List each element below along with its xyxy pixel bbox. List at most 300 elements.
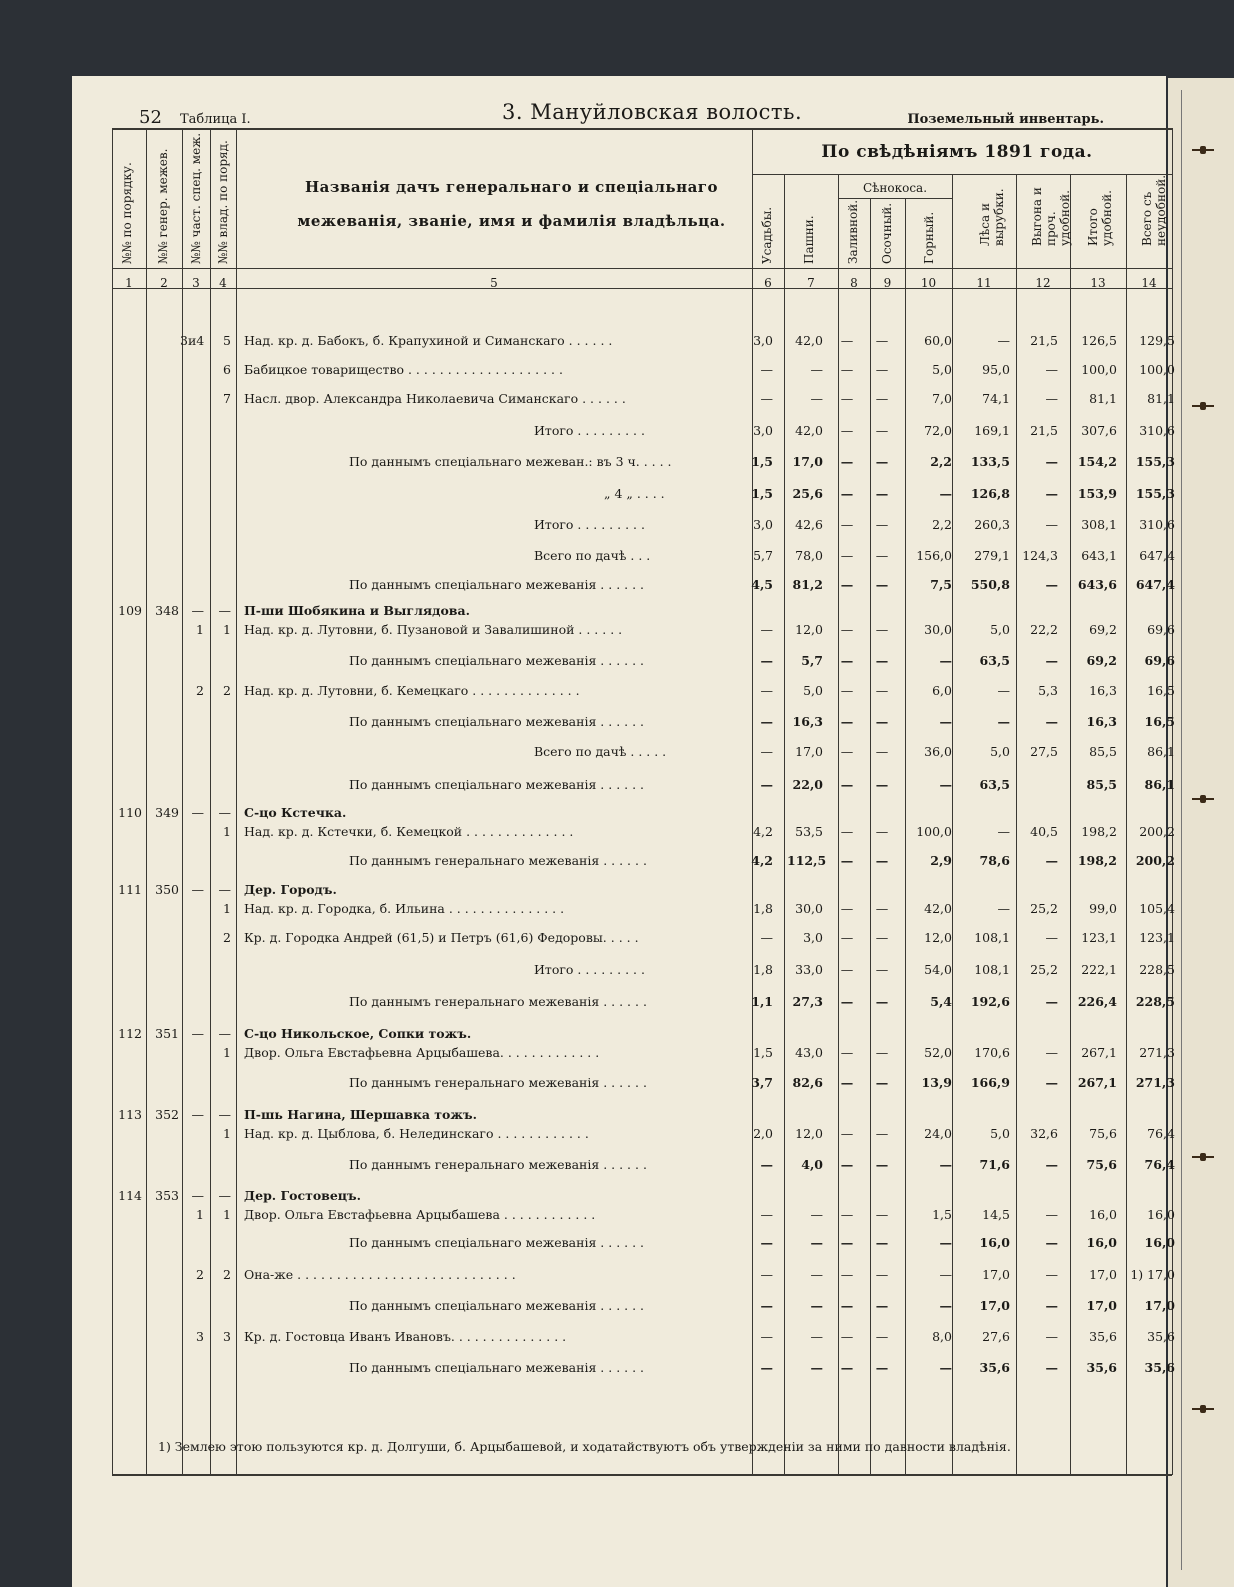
cell-v12: 21,5	[1030, 423, 1058, 438]
table-row	[112, 681, 1222, 703]
cell-v11: 27,6	[982, 1329, 1010, 1344]
cell-c3: —	[191, 603, 204, 618]
table-row	[112, 1155, 1222, 1177]
cell-v12: —	[1045, 1360, 1058, 1375]
cell-v10: 30,0	[924, 622, 952, 637]
cell-v13: 226,4	[1077, 994, 1117, 1009]
row-label: Над. кр. д. Цыблова, б. Нелединскаго . . . . . . . . . . . .	[244, 1126, 589, 1141]
cell-v12: —	[1045, 1235, 1058, 1250]
cell-v7: 22,0	[792, 777, 823, 792]
cell-c3: 1	[196, 622, 204, 637]
cell-v11: 169,1	[974, 423, 1010, 438]
header-col-9: Осочный.	[880, 202, 894, 264]
cell-v10: 54,0	[924, 962, 952, 977]
cell-c2: 351	[155, 1026, 179, 1041]
page-title: 3. Мануйловская волость.	[502, 100, 803, 124]
cell-v8: —	[840, 362, 854, 377]
cell-v14: 16,5	[1144, 714, 1175, 729]
cell-v11: —	[997, 683, 1010, 698]
header-bottom-rule	[112, 268, 1172, 269]
table-row	[112, 331, 1222, 353]
section-name: П-шь Нагина, Шершавка тожъ.	[244, 1107, 477, 1122]
cell-v14: 228,5	[1135, 994, 1175, 1009]
cell-v6: —	[760, 930, 773, 945]
cell-v11: 71,6	[979, 1157, 1010, 1172]
cell-v8: —	[840, 1157, 854, 1172]
header-col-6: Усадьбы.	[760, 206, 774, 264]
cell-v9: —	[875, 994, 889, 1009]
row-label: Кр. д. Гостовца Иванъ Ивановъ. . . . . . . . . . . . . . .	[244, 1329, 567, 1344]
table-row	[112, 712, 1222, 734]
cell-v12: —	[1045, 517, 1058, 532]
cell-v8: —	[840, 653, 854, 668]
cell-v13: 16,0	[1089, 1207, 1117, 1222]
row-label: По даннымъ спеціальнаго межеван.: въ 3 ч. . . . .	[349, 454, 672, 469]
column-number: 4	[219, 276, 227, 290]
cell-c4: 1	[223, 1207, 231, 1222]
cell-v13: 198,2	[1077, 853, 1117, 868]
row-label: По даннымъ спеціальнаго межеванія . . . . . .	[349, 1360, 645, 1375]
cell-v9: —	[875, 777, 889, 792]
cell-v7: —	[810, 391, 823, 406]
cell-v10: —	[939, 1298, 952, 1313]
cell-v9: —	[875, 362, 889, 377]
cell-v11: 166,9	[970, 1075, 1010, 1090]
cell-v11: 5,0	[990, 744, 1010, 759]
row-label: Насл. двор. Александра Николаевича Симанскаго . . . . . .	[244, 391, 626, 406]
cell-v6: 4,5	[751, 577, 773, 592]
cell-v8: —	[840, 853, 854, 868]
cell-c4: 3	[223, 1329, 231, 1344]
header-col-5: Названія дачъ генеральнаго и спеціальнаго межеванія, званіе, имя и фамилія владѣльца.	[297, 178, 726, 230]
cell-v7: —	[810, 1360, 823, 1375]
cell-v7: 3,0	[803, 930, 823, 945]
cell-v9: —	[875, 333, 889, 348]
cell-v7: 16,3	[792, 714, 823, 729]
group-header-rule	[752, 174, 1172, 175]
cell-v10: 72,0	[924, 423, 952, 438]
cell-v12: 27,5	[1030, 744, 1058, 759]
cell-v13: 198,2	[1081, 824, 1117, 839]
cell-v10: 12,0	[924, 930, 952, 945]
cell-v12: —	[1045, 653, 1058, 668]
cell-v6: —	[760, 1298, 773, 1313]
row-label: По даннымъ спеціальнаго межеванія . . . . . .	[349, 777, 645, 792]
row-label: По даннымъ генеральнаго межеванія . . . . . .	[349, 1157, 647, 1172]
cell-v7: —	[810, 1267, 823, 1282]
header-col-10: Горный.	[922, 211, 936, 264]
cell-v7: —	[810, 1329, 823, 1344]
cell-v7: 53,5	[795, 824, 823, 839]
cell-v10: —	[939, 714, 952, 729]
cell-v10: 60,0	[924, 333, 952, 348]
cell-v6: —	[760, 744, 773, 759]
cell-v7: 33,0	[795, 962, 823, 977]
cell-v8: —	[840, 777, 854, 792]
cell-v9: —	[875, 454, 889, 469]
cell-v11: 74,1	[982, 391, 1010, 406]
cell-v7: —	[810, 362, 823, 377]
cell-v12: —	[1045, 391, 1058, 406]
cell-v9: —	[875, 423, 889, 438]
cell-v10: —	[939, 1235, 952, 1250]
cell-v14: 155,3	[1135, 454, 1175, 469]
cell-c3: —	[191, 1026, 204, 1041]
cell-v11: 16,0	[979, 1235, 1010, 1250]
row-label: Над. кр. д. Лутовни, б. Пузановой и Завалишиной . . . . . .	[244, 622, 623, 637]
row-label: По даннымъ генеральнаго межеванія . . . . . .	[349, 853, 647, 868]
cell-v10: 5,4	[930, 994, 952, 1009]
table-bottom-rule	[112, 1474, 1172, 1476]
cell-v13: 267,1	[1081, 1045, 1117, 1060]
column-number: 11	[976, 276, 992, 290]
row-label: По даннымъ спеціальнаго межеванія . . . . . .	[349, 714, 645, 729]
table-row	[112, 1327, 1222, 1349]
column-number: 2	[160, 276, 168, 290]
table-row	[112, 546, 1222, 568]
cell-v12: —	[1045, 362, 1058, 377]
cell-v8: —	[840, 994, 854, 1009]
cell-v11: 14,5	[982, 1207, 1010, 1222]
cell-v9: —	[875, 653, 889, 668]
cell-c2: 350	[155, 882, 179, 897]
cell-v7: 112,5	[787, 853, 827, 868]
cell-v7: 27,3	[792, 994, 823, 1009]
cell-v11: 35,6	[979, 1360, 1010, 1375]
cell-v7: 17,0	[792, 454, 823, 469]
cell-v13: 85,5	[1086, 777, 1117, 792]
cell-v9: —	[875, 391, 889, 406]
cell-v11: —	[997, 714, 1010, 729]
cell-v9: —	[875, 577, 889, 592]
cell-v13: 100,0	[1081, 362, 1117, 377]
cell-v7: 30,0	[795, 901, 823, 916]
cell-v10: 5,0	[932, 362, 952, 377]
cell-c4: —	[218, 882, 231, 897]
row-label: По даннымъ спеціальнаго межеванія . . . . . .	[349, 577, 645, 592]
cell-v10: 2,2	[930, 454, 952, 469]
cell-c3: 2	[196, 683, 204, 698]
cell-v6: —	[760, 1207, 773, 1222]
cell-v14: 200,2	[1135, 853, 1175, 868]
cell-v8: —	[840, 714, 854, 729]
cell-v6: 3,0	[753, 423, 773, 438]
cell-v10: 36,0	[924, 744, 952, 759]
table-row	[112, 775, 1222, 797]
cell-v8: —	[840, 683, 854, 698]
cell-v7: 12,0	[795, 1126, 823, 1141]
cell-c3: 3и4	[180, 333, 205, 348]
cell-c3: —	[191, 882, 204, 897]
cell-v11: 192,6	[970, 994, 1010, 1009]
cell-c4: —	[218, 1026, 231, 1041]
inventory-table	[112, 128, 1222, 1526]
cell-c4: 5	[223, 333, 231, 348]
cell-v7: 4,0	[801, 1157, 823, 1172]
cell-c3: —	[191, 1107, 204, 1122]
cell-v10: 42,0	[924, 901, 952, 916]
cell-v14: 16,0	[1147, 1207, 1175, 1222]
cell-v14: 100,0	[1139, 362, 1175, 377]
row-label: Над. кр. д. Городка, б. Ильина . . . . . . . . . . . . . . .	[244, 901, 565, 916]
cell-v14: 35,6	[1144, 1360, 1175, 1375]
cell-v9: —	[875, 1045, 889, 1060]
cell-v13: 154,2	[1077, 454, 1117, 469]
cell-v9: —	[875, 1235, 889, 1250]
cell-v12: 32,6	[1030, 1126, 1058, 1141]
cell-v8: —	[840, 1360, 854, 1375]
cell-v8: —	[840, 824, 854, 839]
cell-c4: 1	[223, 824, 231, 839]
cell-v10: 100,0	[916, 824, 952, 839]
cell-c4: —	[218, 603, 231, 618]
cell-v7: 81,2	[792, 577, 823, 592]
cell-v10: 52,0	[924, 1045, 952, 1060]
table-row	[112, 899, 1222, 921]
cell-v6: 1,8	[753, 901, 773, 916]
section-name: Дер. Гостовецъ.	[244, 1188, 361, 1203]
cell-v10: 7,0	[932, 391, 952, 406]
header-col-1: №№ по порядку.	[120, 162, 134, 264]
cell-v6: —	[760, 622, 773, 637]
cell-v9: —	[875, 962, 889, 977]
cell-v14: 76,4	[1144, 1157, 1175, 1172]
cell-v7: 43,0	[795, 1045, 823, 1060]
column-number: 6	[764, 276, 772, 290]
cell-c1: 110	[118, 805, 142, 820]
row-label: По даннымъ генеральнаго межеванія . . . . . .	[349, 994, 647, 1009]
cell-c4: 1	[223, 1126, 231, 1141]
cell-v7: —	[810, 1207, 823, 1222]
cell-v8: —	[840, 1075, 854, 1090]
cell-v6: 3,7	[751, 1075, 773, 1090]
cell-v6: —	[760, 391, 773, 406]
cell-v10: —	[939, 1360, 952, 1375]
table-row	[112, 822, 1222, 844]
header-col-7: Пашни.	[802, 215, 816, 264]
cell-v12: —	[1045, 994, 1058, 1009]
cell-v9: —	[875, 486, 889, 501]
cell-v10: 13,9	[921, 1075, 952, 1090]
cell-v13: 643,1	[1081, 548, 1117, 563]
cell-v8: —	[840, 1045, 854, 1060]
cell-v14: 105,4	[1139, 901, 1175, 916]
table-row	[112, 851, 1222, 873]
cell-v9: —	[875, 1267, 889, 1282]
cell-v11: 260,3	[974, 517, 1010, 532]
table-row	[112, 515, 1222, 537]
cell-v9: —	[875, 683, 889, 698]
cell-v13: 69,2	[1089, 622, 1117, 637]
cell-v8: —	[840, 517, 854, 532]
cell-v13: 267,1	[1077, 1075, 1117, 1090]
cell-c1: 114	[118, 1188, 142, 1203]
cell-v6: —	[760, 1267, 773, 1282]
cell-c1: 112	[118, 1026, 142, 1041]
cell-c1: 113	[118, 1107, 142, 1122]
cell-c4: —	[218, 805, 231, 820]
cell-v8: —	[840, 1267, 854, 1282]
cell-v13: 35,6	[1086, 1360, 1117, 1375]
cell-v8: —	[840, 901, 854, 916]
cell-v14: 86,1	[1144, 777, 1175, 792]
cell-v10: —	[939, 486, 952, 501]
cell-v11: 550,8	[970, 577, 1010, 592]
cell-v9: —	[875, 548, 889, 563]
cell-v9: —	[875, 1157, 889, 1172]
cell-v9: —	[875, 1075, 889, 1090]
cell-v14: 17,0	[1144, 1298, 1175, 1313]
row-label: Над. кр. д. Лутовни, б. Кемецкаго . . . . . . . . . . . . . .	[244, 683, 580, 698]
cell-v7: 5,0	[803, 683, 823, 698]
header-col-12: Выгона и проч. удобной.	[1030, 187, 1072, 246]
cell-v6: —	[760, 362, 773, 377]
cell-v13: 75,6	[1089, 1126, 1117, 1141]
cell-c2: 353	[155, 1188, 179, 1203]
row-label: По даннымъ генеральнаго межеванія . . . . . .	[349, 1075, 647, 1090]
cell-v13: 126,5	[1081, 333, 1117, 348]
cell-c4: 6	[223, 362, 231, 377]
cell-v13: 35,6	[1089, 1329, 1117, 1344]
table-row	[112, 1233, 1222, 1255]
table-row	[112, 421, 1222, 443]
cell-v12: —	[1045, 1045, 1058, 1060]
cell-v10: 8,0	[932, 1329, 952, 1344]
header-col-11: Лѣса и вырубки.	[978, 188, 1006, 246]
cell-v12: 21,5	[1030, 333, 1058, 348]
cell-v12: —	[1045, 486, 1058, 501]
column-number: 14	[1141, 276, 1157, 290]
cell-v14: 16,5	[1147, 683, 1175, 698]
cell-v14: 69,6	[1147, 622, 1175, 637]
cell-v14: 310,6	[1139, 423, 1175, 438]
section-name: С-цо Кстечка.	[244, 805, 347, 820]
cell-v10: 156,0	[916, 548, 952, 563]
cell-v14: 35,6	[1147, 1329, 1175, 1344]
cell-v14: 129,5	[1139, 333, 1175, 348]
cell-c4: 1	[223, 901, 231, 916]
column-number: 1	[125, 276, 133, 290]
cell-v10: 1,5	[932, 1207, 952, 1222]
cell-v8: —	[840, 962, 854, 977]
cell-v13: 16,3	[1089, 683, 1117, 698]
header-col-8: Заливной.	[846, 199, 860, 264]
table-row	[112, 1124, 1222, 1146]
cell-v13: 85,5	[1089, 744, 1117, 759]
cell-v11: 170,6	[974, 1045, 1010, 1060]
cell-v7: 12,0	[795, 622, 823, 637]
row-label: Она-же . . . . . . . . . . . . . . . . . . . . . . . . . . . .	[244, 1267, 516, 1282]
header-senokosa: Сѣнокоса.	[862, 181, 928, 195]
table-row	[112, 960, 1222, 982]
cell-c2: 349	[155, 805, 179, 820]
header-col-3: №№ част. спец. меж.	[189, 132, 203, 264]
cell-v13: 16,3	[1086, 714, 1117, 729]
cell-v6: 1,5	[751, 486, 773, 501]
cell-v9: —	[875, 517, 889, 532]
row-label: По даннымъ спеціальнаго межеванія . . . . . .	[349, 1298, 645, 1313]
cell-v13: 81,1	[1089, 391, 1117, 406]
cell-v13: 16,0	[1086, 1235, 1117, 1250]
cell-v14: 647,4	[1139, 548, 1175, 563]
cell-v11: 133,5	[970, 454, 1010, 469]
cell-v14: 16,0	[1144, 1235, 1175, 1250]
cell-v8: —	[840, 577, 854, 592]
cell-v8: —	[840, 1298, 854, 1313]
table-row	[112, 651, 1222, 673]
cell-v14: 86,1	[1147, 744, 1175, 759]
cell-v11: 17,0	[982, 1267, 1010, 1282]
cell-v9: —	[875, 930, 889, 945]
cell-v11: —	[997, 333, 1010, 348]
cell-c3: —	[191, 805, 204, 820]
table-row	[112, 484, 1222, 506]
table-row	[112, 452, 1222, 474]
cell-v12: —	[1045, 577, 1058, 592]
cell-v11: 126,8	[970, 486, 1010, 501]
column-number: 13	[1090, 276, 1106, 290]
cell-v11: 63,5	[979, 777, 1010, 792]
cell-c2: 352	[155, 1107, 179, 1122]
cell-v13: 69,2	[1086, 653, 1117, 668]
cell-v14: 271,3	[1139, 1045, 1175, 1060]
row-label: Двор. Ольга Евстафьевна Арцыбашева. . . . . . . . . . . . .	[244, 1045, 600, 1060]
cell-v14: 1) 17,0	[1130, 1267, 1175, 1282]
cell-v8: —	[840, 930, 854, 945]
cell-v12: —	[1045, 1207, 1058, 1222]
cell-c3: 2	[196, 1267, 204, 1282]
cell-v13: 643,6	[1077, 577, 1117, 592]
cell-v12: —	[1045, 1298, 1058, 1313]
cell-v14: 155,3	[1135, 486, 1175, 501]
cell-v12: 22,2	[1030, 622, 1058, 637]
cell-v6: —	[760, 683, 773, 698]
header-col-13: Итого удобной.	[1086, 190, 1114, 246]
row-label: Двор. Ольга Евстафьевна Арцыбашева . . . . . . . . . . . .	[244, 1207, 596, 1222]
cell-v12: —	[1045, 1075, 1058, 1090]
table-row	[112, 928, 1222, 950]
cell-c1: 111	[118, 882, 142, 897]
cell-v10: 2,9	[930, 853, 952, 868]
cell-v7: 5,7	[801, 653, 823, 668]
cell-v8: —	[840, 423, 854, 438]
cell-v7: 42,0	[795, 333, 823, 348]
cell-v8: —	[840, 391, 854, 406]
cell-v11: 108,1	[974, 930, 1010, 945]
cell-v11: 5,0	[990, 1126, 1010, 1141]
row-label: „ 4 „ . . . .	[604, 486, 665, 501]
cell-v9: —	[875, 714, 889, 729]
table-row	[112, 1296, 1222, 1318]
cell-c4: —	[218, 1107, 231, 1122]
cell-v11: 95,0	[982, 362, 1010, 377]
cell-c4: 1	[223, 1045, 231, 1060]
row-label: Итого . . . . . . . . .	[534, 423, 645, 438]
cell-v14: 200,2	[1139, 824, 1175, 839]
table-row	[112, 620, 1222, 642]
table-row	[112, 1358, 1222, 1380]
row-label: Кр. д. Городка Андрей (61,5) и Петръ (61,6) Федоровы. . . . .	[244, 930, 639, 945]
header-group-1891: По свѣдѣніямъ 1891 года.	[821, 142, 1093, 162]
cell-v9: —	[875, 1360, 889, 1375]
cell-v7: 42,6	[795, 517, 823, 532]
cell-v7: 17,0	[795, 744, 823, 759]
table-row	[112, 1073, 1222, 1095]
cell-v11: 17,0	[979, 1298, 1010, 1313]
cell-v10: 24,0	[924, 1126, 952, 1141]
cell-v7: —	[810, 1235, 823, 1250]
column-number: 10	[920, 276, 937, 290]
